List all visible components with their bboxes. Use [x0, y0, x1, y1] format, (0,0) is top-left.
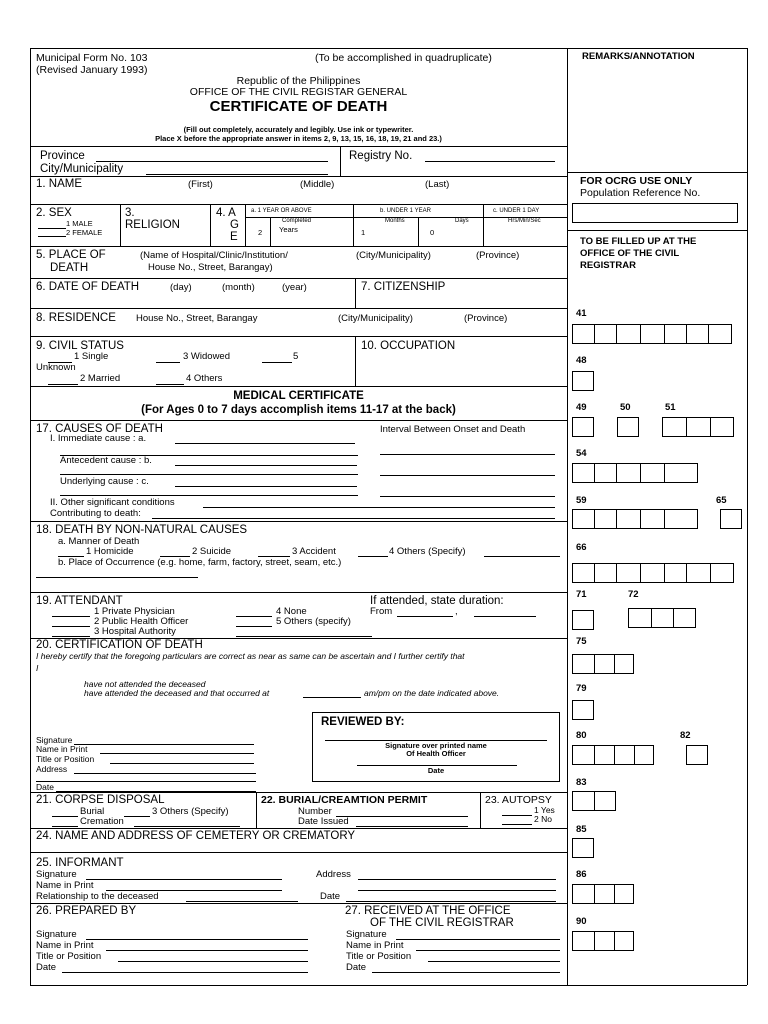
cert-address-label: Address	[36, 764, 68, 774]
hospital-authority-option: 3 Hospital Authority	[94, 626, 176, 637]
homicide-option: 1 Homicide	[86, 546, 134, 557]
burial-blank[interactable]	[52, 816, 78, 817]
code-72: 72	[628, 589, 639, 600]
married-blank[interactable]	[48, 384, 78, 385]
place-city: (City/Municipality)	[356, 250, 431, 261]
interval-label: Interval Between Onset and Death	[380, 424, 526, 435]
attendant-label: 19. ATTENDANT	[36, 595, 123, 607]
province-field[interactable]	[96, 161, 328, 162]
code-51-boxes[interactable]	[662, 417, 734, 437]
top-border	[30, 48, 747, 49]
autopsy-yes: 1 Yes	[534, 805, 555, 815]
to-field[interactable]	[474, 616, 536, 617]
code-48-box[interactable]	[572, 371, 594, 391]
private-blank[interactable]	[52, 616, 90, 617]
permit-number-label: Number	[298, 806, 332, 817]
age-g: G	[230, 219, 239, 231]
office-line: OFFICE OF THE CIVIL REGISTAR GENERAL	[189, 86, 408, 98]
received-signature-label: Signature	[346, 929, 387, 940]
dod-month: (month)	[222, 282, 255, 293]
days-label: Days	[455, 218, 469, 224]
population-ref-label: Population Reference No.	[580, 187, 701, 199]
none-option: 4 None	[276, 606, 307, 617]
instruction-line-1: (Fill out completely, accurately and legibly. Use ink or typewriter.	[183, 125, 414, 134]
city-label: City/Municipality	[40, 163, 124, 175]
informant-date-label: Date	[320, 891, 341, 902]
occupation-label: 10. OCCUPATION	[361, 340, 456, 352]
cert-title-field[interactable]	[110, 763, 254, 764]
code-59: 59	[576, 495, 587, 506]
informant-name-label: Name in Print	[36, 880, 94, 891]
age-c-header: c. UNDER 1 DAY	[493, 208, 540, 214]
received-title-label: Title or Position	[346, 951, 412, 962]
prepared-by-label: 26. PREPARED BY	[36, 905, 137, 917]
cert-name-label: Name in Print	[36, 744, 88, 754]
place-province: (Province)	[476, 250, 520, 261]
informant-address-field-2[interactable]	[358, 890, 556, 891]
female-blank[interactable]	[38, 236, 66, 237]
received-date-field[interactable]	[372, 972, 560, 973]
code-48: 48	[576, 355, 587, 366]
time-field[interactable]	[303, 697, 361, 698]
code-82: 82	[680, 730, 691, 741]
burial-permit-label: 22. BURIAL/CREAMTION PERMIT	[261, 794, 428, 806]
others-specify-field[interactable]	[484, 556, 560, 557]
code-59-boxes[interactable]	[572, 509, 698, 529]
hospital-blank[interactable]	[52, 636, 90, 637]
informant-date-field[interactable]	[346, 901, 556, 902]
code-50-box[interactable]	[617, 417, 639, 437]
unknown-blank[interactable]	[262, 362, 292, 363]
received-name-label: Name in Print	[346, 940, 404, 951]
informant-relationship-field[interactable]	[186, 901, 298, 902]
age-b-code: 1	[361, 228, 366, 237]
ocrg-title: FOR OCRG USE ONLY	[580, 175, 693, 187]
others-status-blank[interactable]	[156, 384, 184, 385]
married-option: 2 Married	[80, 373, 121, 384]
antecedent-cause: Antecedent cause : b.	[60, 455, 152, 466]
prepared-date-field[interactable]	[62, 972, 308, 973]
place-label: 5. PLACE OF	[36, 249, 106, 261]
have-attended-option: have attended the deceased and that occurred at	[84, 688, 270, 698]
right-column-divider	[567, 48, 568, 985]
contributing-label: Contributing to death:	[50, 508, 141, 519]
hrs-label: Hrs/Min/Sec	[508, 218, 541, 224]
code-72-boxes[interactable]	[628, 608, 696, 628]
code-65: 65	[716, 495, 727, 506]
others-manner-blank[interactable]	[358, 556, 388, 557]
city-field[interactable]	[146, 174, 328, 175]
private-physician-option: 1 Private Physician	[94, 606, 175, 617]
code-90: 90	[576, 916, 587, 927]
quadruplicate-note: (To be accomplished in quadruplicate)	[315, 52, 492, 64]
code-71: 71	[576, 589, 587, 600]
reviewer-officer-label: Of Health Officer	[406, 749, 466, 758]
age-a-code: 2	[258, 228, 263, 237]
cert-address-field-2[interactable]	[36, 781, 256, 782]
place-house: House No., Street, Barangay)	[148, 262, 273, 273]
permit-date-field[interactable]	[356, 826, 468, 827]
right-border	[747, 48, 748, 985]
residence-province: (Province)	[464, 313, 508, 324]
religion-number: 3.	[125, 207, 135, 219]
unknown-option: Unknown	[36, 362, 76, 373]
first-name-label: (First)	[188, 179, 213, 190]
public-health-blank[interactable]	[52, 626, 90, 627]
dod-day: (day)	[170, 282, 192, 293]
registry-label: Registry No.	[349, 150, 413, 162]
others-status-option: 4 Others	[186, 373, 223, 384]
manner-label: a. Manner of Death	[58, 536, 140, 547]
prepared-title-label: Title or Position	[36, 951, 102, 962]
code-83: 83	[576, 777, 587, 788]
bottom-border	[30, 985, 747, 986]
others-disposal-blank[interactable]	[124, 816, 150, 817]
code-86: 86	[576, 869, 587, 880]
certify-statement: I hereby certify that the foregoing particulars are correct as near as same can be ascertain and I further certify that	[36, 651, 465, 661]
prepared-date-label: Date	[36, 962, 57, 973]
years-label: Years	[279, 225, 298, 234]
place-of-occurrence: b. Place of Occurrence (e.g. home, farm, factory, street, seam, etc.)	[58, 557, 342, 568]
residence-house: House No., Street, Barangay	[136, 313, 258, 324]
widowed-blank[interactable]	[156, 362, 180, 363]
non-natural-label: 18. DEATH BY NON-NATURAL CAUSES	[36, 524, 248, 536]
code-85-box[interactable]	[572, 838, 594, 858]
autopsy-no: 2 No	[534, 814, 552, 824]
code-41: 41	[576, 308, 587, 319]
prepared-name-label: Name in Print	[36, 940, 94, 951]
not-attended-option: have not attended the deceased	[84, 679, 206, 689]
prepared-signature-field[interactable]	[86, 939, 308, 940]
informant-signature-field[interactable]	[86, 879, 282, 880]
registry-field[interactable]	[425, 161, 555, 162]
code-82-box[interactable]	[686, 745, 708, 765]
age-a-header: a. 1 YEAR OR ABOVE	[251, 208, 312, 214]
code-80: 80	[576, 730, 587, 741]
code-54-boxes[interactable]	[572, 463, 698, 483]
code-75: 75	[576, 636, 587, 647]
code-85: 85	[576, 824, 587, 835]
filled-up-line-2: OFFICE OF THE CIVIL	[580, 248, 680, 259]
prepared-title-field[interactable]	[118, 961, 308, 962]
code-54: 54	[576, 448, 587, 459]
certify-i: I	[36, 663, 39, 673]
remarks-title: REMARKS/ANNOTATION	[582, 51, 695, 62]
reviewer-signature-label: Signature over printed name	[385, 741, 487, 750]
informant-relationship-label: Relationship to the deceased	[36, 891, 159, 902]
from-label: From	[370, 606, 393, 617]
informant-signature-label: Signature	[36, 869, 77, 880]
province-label: Province	[40, 150, 85, 162]
unknown-number: 5	[293, 351, 299, 362]
male-option: 1 MALE	[66, 219, 93, 228]
last-name-label: (Last)	[425, 179, 450, 190]
others-disposal-option: 3 Others (Specify)	[152, 806, 229, 817]
others-attendant-blank[interactable]	[236, 626, 272, 627]
underlying-cause: Underlying cause : c.	[60, 476, 149, 487]
cert-signature-label: Signature	[36, 735, 73, 745]
months-label: Months	[385, 218, 405, 224]
single-option: 1 Single	[74, 351, 109, 362]
underlying-field[interactable]	[175, 486, 357, 487]
name-label: 1. NAME	[36, 178, 83, 190]
cert-address-field[interactable]	[74, 773, 256, 774]
code-79-box[interactable]	[572, 700, 594, 720]
civil-status-label: 9. CIVIL STATUS	[36, 340, 124, 352]
suicide-option: 2 Suicide	[192, 546, 232, 557]
received-title-field[interactable]	[428, 961, 560, 962]
cert-title-label: Title or Position	[36, 754, 95, 764]
form-number: Municipal Form No. 103	[36, 52, 148, 64]
age-e: E	[230, 231, 238, 243]
religion-label: RELIGION	[125, 219, 180, 231]
widowed-option: 3 Widowed	[183, 351, 230, 362]
accident-option: 3 Accident	[292, 546, 336, 557]
population-ref-field[interactable]	[572, 203, 738, 223]
from-comma: ,	[455, 606, 458, 617]
sex-label: 2. SEX	[36, 207, 72, 219]
autopsy-label: 23. AUTOPSY	[485, 794, 552, 806]
document-title: CERTIFICATE OF DEATH	[209, 98, 388, 115]
others-attendant-field[interactable]	[236, 636, 372, 637]
received-label-2: OF THE CIVIL REGISTRAR	[370, 917, 514, 929]
code-51: 51	[665, 402, 676, 413]
dod-year: (year)	[282, 282, 307, 293]
instruction-line-2: Place X before the appropriate answer in items 2, 9, 13, 15, 16, 18, 19, 21 and 23.)	[155, 134, 442, 143]
citizenship-label: 7. CITIZENSHIP	[361, 281, 446, 293]
other-conditions-field[interactable]	[203, 507, 555, 508]
permit-date-label: Date Issued	[298, 816, 349, 827]
cert-date-label: Date	[36, 782, 54, 792]
filled-up-line-3: REGISTRAR	[580, 260, 636, 271]
code-90-boxes[interactable]	[572, 931, 634, 951]
received-name-field[interactable]	[416, 950, 560, 951]
code-80-boxes[interactable]	[572, 745, 654, 765]
medical-subtitle: (For Ages 0 to 7 days accomplish items 11-17 at the back)	[141, 404, 456, 416]
interval-a-field[interactable]	[380, 454, 555, 455]
residence-city: (City/Municipality)	[338, 313, 413, 324]
immediate-field[interactable]	[175, 443, 355, 444]
received-date-label: Date	[346, 962, 367, 973]
immediate-cause: I. Immediate cause : a.	[50, 433, 147, 444]
medical-title: MEDICAL CERTIFICATE	[233, 390, 364, 402]
place-name-of: (Name of Hospital/Clinic/Institution/	[140, 250, 288, 261]
code-79: 79	[576, 683, 587, 694]
republic-line: Republic of the Philippines	[236, 75, 361, 87]
completed-label: Completed	[282, 218, 312, 224]
causes-label: 17. CAUSES OF DEATH	[36, 423, 163, 435]
others-disposal-field[interactable]	[134, 826, 240, 827]
filled-up-line-1: TO BE FILLED UP AT THE	[580, 236, 697, 247]
code-65-box[interactable]	[720, 509, 742, 529]
autopsy-no-blank[interactable]	[502, 824, 532, 825]
others-manner-option: 4 Others (Specify)	[389, 546, 466, 557]
cert-signature-field[interactable]	[74, 744, 254, 745]
permit-number-field[interactable]	[336, 816, 468, 817]
received-label-1: 27. RECEIVED AT THE OFFICE	[345, 905, 511, 917]
autopsy-yes-blank[interactable]	[502, 815, 532, 816]
antecedent-field[interactable]	[175, 465, 357, 466]
reviewer-date-label: Date	[427, 766, 445, 775]
corpse-disposal-label: 21. CORPSE DISPOSAL	[36, 794, 165, 806]
reviewed-title: REVIEWED BY:	[321, 716, 405, 728]
cremation-option: Cremation	[80, 816, 124, 827]
date-of-death-label: 6. DATE OF DEATH	[36, 281, 140, 293]
contributing-field[interactable]	[152, 518, 555, 519]
revised-date: (Revised January 1993)	[36, 64, 148, 76]
place-of-occurrence-field[interactable]	[36, 577, 198, 578]
others-attendant-option: 5 Others (specify)	[276, 616, 351, 627]
code-75-boxes[interactable]	[572, 654, 634, 674]
burial-option: Burial	[80, 806, 105, 817]
age-b-code-2: 0	[430, 228, 435, 237]
left-border	[30, 48, 31, 985]
code-49-box[interactable]	[572, 417, 594, 437]
informant-address-field[interactable]	[358, 879, 556, 880]
age-label: 4. A	[216, 207, 236, 219]
female-option: 2 FEMALE	[66, 228, 103, 237]
code-71-box[interactable]	[572, 610, 594, 630]
cert-name-field[interactable]	[100, 753, 254, 754]
informant-address-label: Address	[316, 869, 351, 880]
certification-label: 20. CERTIFICATION OF DEATH	[36, 639, 203, 651]
code-50: 50	[620, 402, 631, 413]
received-signature-field[interactable]	[396, 939, 560, 940]
ampm-text: am/pm on the date indicated above.	[364, 688, 500, 698]
informant-label: 25. INFORMANT	[36, 857, 124, 869]
public-health-option: 2 Public Health Officer	[94, 616, 189, 627]
code-86-boxes[interactable]	[572, 884, 634, 904]
prepared-signature-label: Signature	[36, 929, 77, 940]
prepared-name-field[interactable]	[106, 950, 308, 951]
from-field[interactable]	[397, 616, 453, 617]
none-blank[interactable]	[236, 616, 272, 617]
cremation-blank[interactable]	[52, 826, 78, 827]
code-66: 66	[576, 542, 587, 553]
middle-name-label: (Middle)	[300, 179, 335, 190]
interval-c-field[interactable]	[380, 496, 555, 497]
residence-label: 8. RESIDENCE	[36, 312, 116, 324]
duration-label: If attended, state duration:	[370, 595, 504, 607]
other-conditions: II. Other significant conditions	[50, 497, 175, 508]
interval-b-field[interactable]	[380, 475, 555, 476]
place-label-2: DEATH	[50, 262, 89, 274]
cemetery-label: 24. NAME AND ADDRESS OF CEMETERY OR CREMATORY	[36, 830, 356, 842]
code-49: 49	[576, 402, 587, 413]
age-b-header: b. UNDER 1 YEAR	[380, 208, 431, 214]
male-blank[interactable]	[38, 228, 66, 229]
